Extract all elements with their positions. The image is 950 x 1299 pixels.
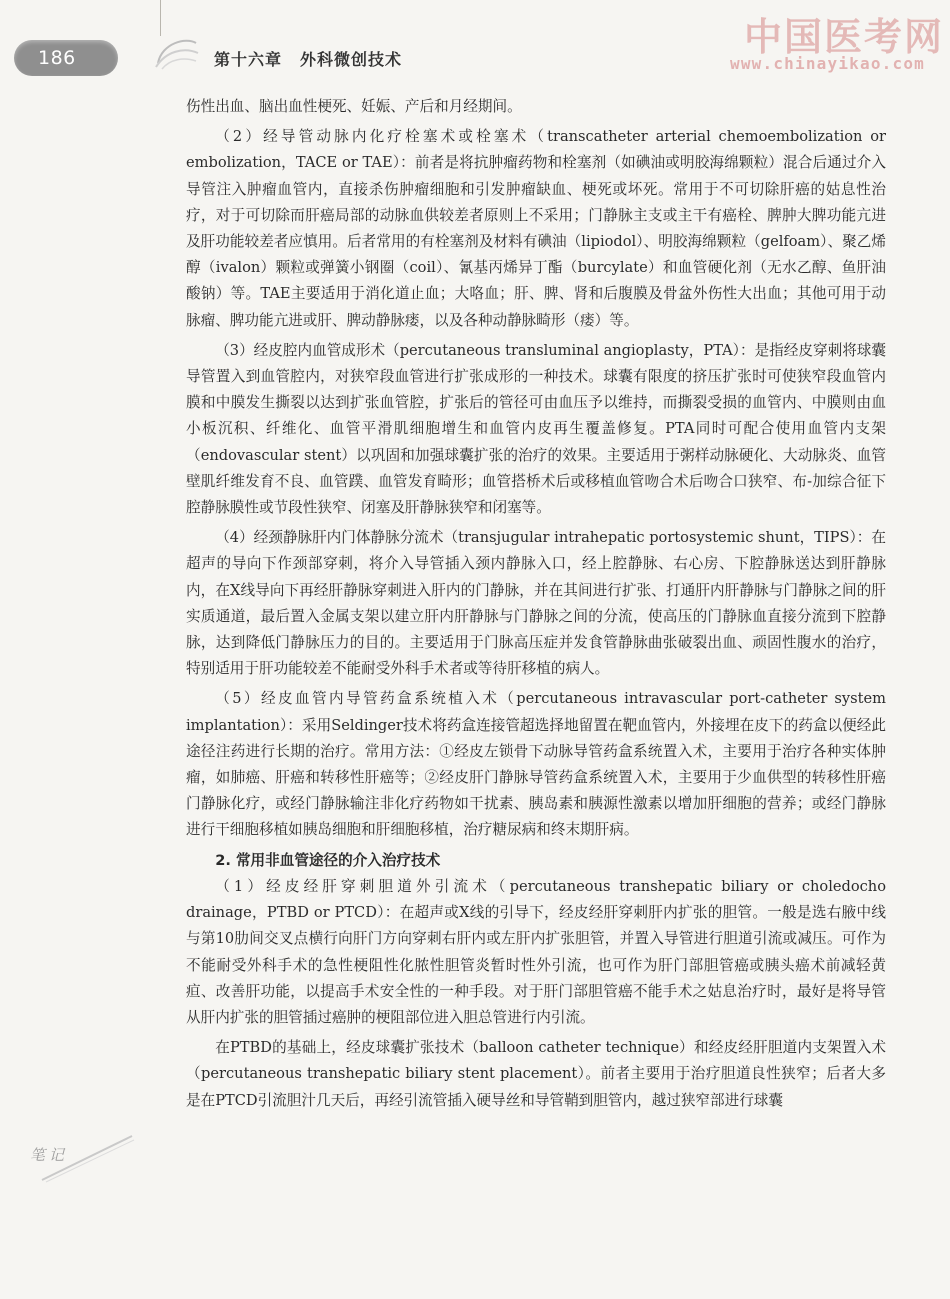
page-number: 186 — [38, 47, 76, 69]
page-number-badge — [14, 40, 118, 76]
chapter-label: 第十六章 — [214, 50, 283, 69]
paragraph-tips: （4）经颈静脉肝内门体静脉分流术（transjugular intrahepatic portosystemic shunt，TIPS）：在超声的导向下作颈部穿刺，将介入导管插入颈内静脉入口，经上腔静脉、右心房、下腔静脉送达到肝静脉内，在X线导向下再经肝静脉穿刺进入肝内的门静脉，并在其间进行扩张、打通肝内肝静脉与门静脉之间的肝实质通道，最后置入金属支架以建立肝内肝静脉与门静脉之间的分流，使高压的门静脉血直接分流到下腔静脉，达到降低门静脉压力的目的。主要适用于门脉高压症并发食管静脉曲张破裂出血、顽固性腹水的治疗，特别适用于肝功能较差不能耐受外科手术者或等待肝移植的病人。 — [186, 529, 886, 678]
page-body — [186, 94, 886, 1114]
paragraph-ptbd: （1）经皮经肝穿刺胆道外引流术（percutaneous transhepatic biliary or choledocho drainage，PTBD or PTCD）：在超声或X线的引导下，经皮经肝穿刺肝内扩张的胆管。一般是选右腋中线与第10肋间交叉点横行向肝门方向穿刺右肝内或左肝内扩张胆管，并置入导管进行胆道引流或减压。可作为不能耐受外科手术的急性梗阻性化脓性胆管炎暂时性外引流，也可作为肝门部胆管癌或胰头癌术前减轻黄疸、改善肝功能，以提高手术安全性的一种手段。对于肝门部胆管癌不能手术之姑息治疗时，最好是将导管从肝内扩张的胆管插过癌肿的梗阻部位进入胆总管进行内引流。 — [186, 877, 886, 1026]
paragraph-tace: （2）经导管动脉内化疗栓塞术或栓塞术（transcatheter arterial chemoembolization or embolization，TACE or TAE）：前者是将抗肿瘤药物和栓塞剂（如碘油或明胶海绵颗粒）混合后通过介入导管注入肿瘤血管内，直接杀伤肿瘤细胞和引发肿瘤缺血、梗死或坏死。常用于不可切除肝癌的姑息性治疗，对于可切除而肝癌局部的动脉血供较差者原则上不采用；门静脉主支或主干有癌栓、脾肿大脾功能亢进及肝功能较差者应慎用。后者常用的有栓塞剂及材料有碘油（lipiodol）、明胶海绵颗粒（gelfoam）、聚乙烯醇（ivalon）颗粒或弹簧小钢圈（coil）、氰基丙烯异丁酯（burcylate）和血管硬化剂（无水乙醇、鱼肝油酸钠）等。TAE主要适用于消化道止血；大咯血；肝、脾、肾和后腹膜及骨盆外伤性大出血；其他可用于动脉瘤、脾功能亢进或肝、脾动静脉瘘，以及各种动静脉畸形（瘘）等。 — [186, 128, 886, 329]
paragraph-balloon: 在PTBD的基础上，经皮球囊扩张技术（balloon catheter technique）和经皮经肝胆道内支架置入术（percutaneous transhepatic biliary stent placement）。前者主要用于治疗胆道良性狭窄；后者大多是在PTCD引流胆汁几天后，再经引流管插入硬导丝和导管鞘到胆管内，越过狭窄部进行球囊 — [186, 1039, 886, 1109]
page-edge-line — [160, 0, 161, 36]
watermark-url: www.chinayikao.com — [730, 54, 925, 73]
margin-notes-label: 笔记 — [30, 1146, 69, 1164]
paragraph: 伤性出血、脑出血性梗死、妊娠、产后和月经期间。 — [186, 98, 522, 115]
watermark-title: 中国医考网 — [744, 15, 945, 59]
chapter-title: 外科微创技术 — [300, 50, 403, 69]
swirl-decoration-icon — [152, 33, 202, 73]
chapter-heading — [214, 47, 402, 70]
paragraph-pta: （3）经皮腔内血管成形术（percutaneous transluminal angioplasty，PTA）：是指经皮穿刺将球囊导管置入到血管腔内，对狭窄段血管进行扩张成形的一种技术。球囊有限度的挤压扩张时可使狭窄段血管内膜和中膜发生撕裂以达到扩张血管腔，扩张后的管径可由血压予以维持，而撕裂受损的血管内、中膜则由血小板沉积、纤维化、血管平滑肌细胞增生和血管内皮再生覆盖修复。PTA同时可配合使用血管内支架（endovascular stent）以巩固和加强球囊扩张的治疗的效果。主要适用于粥样动脉硬化、大动脉炎、血管壁肌纤维发育不良、血管蹼、血管发育畸形；血管搭桥术后或移植血管吻合术后吻合口狭窄、布-加综合征下腔静脉膜性或节段性狭窄、闭塞及肝静脉狭窄和闭塞等。 — [186, 341, 886, 517]
section-heading: 2. 常用非血管途径的介入治疗技术 — [215, 851, 441, 869]
paragraph-port-catheter: （5）经皮血管内导管药盒系统植入术（percutaneous intravascular port-catheter system implantation）：采用Seldinger技术将药盒连接管超选择地留置在靶血管内，外接埋在皮下的药盒以便经此途径注药进行长期的治疗。常用方法：①经皮左锁骨下动脉导管药盒系统置入术，主要用于治疗各种实体肿瘤，如肺癌、肝癌和转移性肝癌等；②经皮肝门静脉导管药盒系统置入术，主要用于少血供型的转移性肝癌门静脉化疗，或经门静脉输注非化疗药物如干扰素、胰岛素和胰源性激素以增加肝细胞的营养；或经门静脉进行干细胞移植如胰岛细胞和肝细胞移植，治疗糖尿病和终末期肝病。 — [186, 690, 886, 839]
